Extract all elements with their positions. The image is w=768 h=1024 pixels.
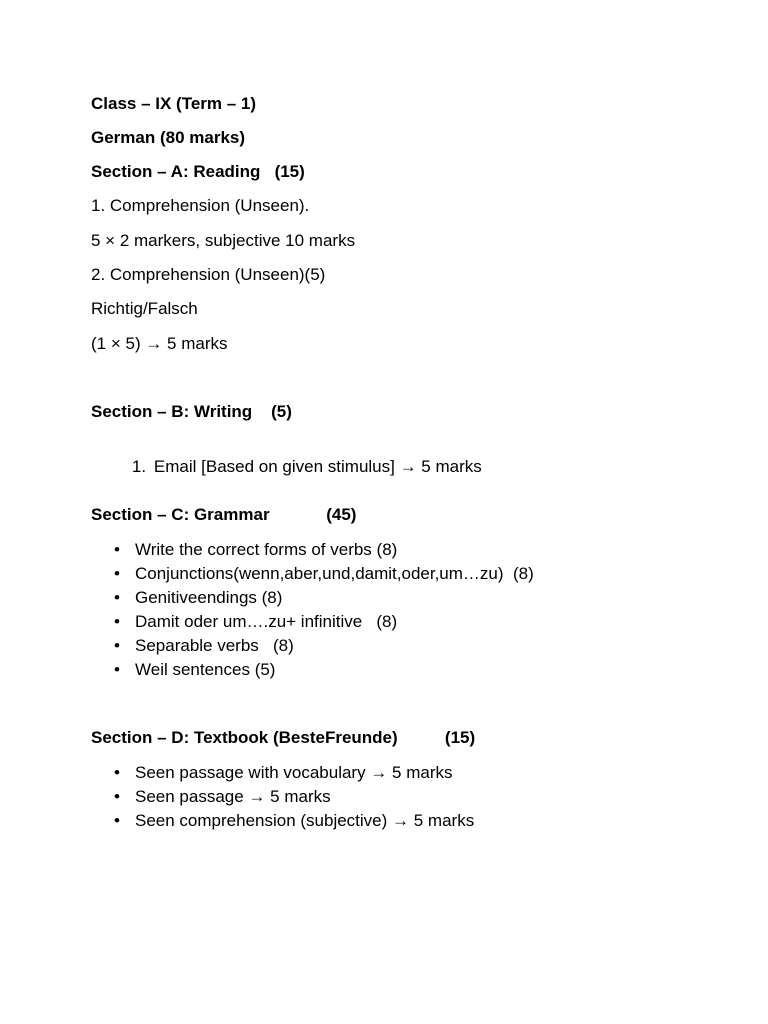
section-a-line: 1. Comprehension (Unseen). <box>91 196 310 215</box>
bullet-icon: • <box>114 811 120 830</box>
list-item-text: Seen comprehension (subjective) → 5 marks <box>135 811 475 830</box>
subject-title: German (80 marks) <box>91 128 246 147</box>
bullet-icon: • <box>114 660 120 679</box>
list-number: 1. <box>131 457 147 476</box>
list-item-text: Conjunctions(wenn,aber,und,damit,oder,um…zu) (8) <box>135 564 534 583</box>
section-a-line: (1 × 5) → 5 marks <box>91 334 228 353</box>
bullet-icon: • <box>114 612 120 631</box>
list-item <box>113 763 474 787</box>
list-item <box>113 540 534 564</box>
section-a-heading: Section – A: Reading (15) <box>91 162 305 181</box>
list-item-text: Write the correct forms of verbs (8) <box>135 540 398 559</box>
bullet-icon: • <box>114 763 120 782</box>
list-item-text: Seen passage → 5 marks <box>135 787 331 806</box>
list-item-text: Email [Based on given stimulus] → 5 marks <box>153 457 482 476</box>
section-a-line: Richtig/Falsch <box>91 299 198 318</box>
bullet-icon: • <box>114 540 120 559</box>
list-item-text: Seen passage with vocabulary → 5 marks <box>135 763 453 782</box>
list-item-text: Damit oder um….zu+ infinitive (8) <box>135 612 398 631</box>
textbook-bullet-list <box>113 763 474 835</box>
class-title: Class – IX (Term – 1) <box>91 94 257 113</box>
bullet-icon: • <box>114 588 120 607</box>
section-c-heading: Section – C: Grammar (45) <box>91 505 357 524</box>
list-item <box>113 636 534 660</box>
list-item-text: Genitiveendings (8) <box>135 588 283 607</box>
list-item <box>113 612 534 636</box>
list-item-text: Weil sentences (5) <box>135 660 276 679</box>
list-item <box>113 787 474 811</box>
list-item <box>113 660 534 684</box>
section-a-line: 5 × 2 markers, subjective 10 marks <box>91 231 356 250</box>
grammar-bullet-list <box>113 540 534 684</box>
list-item <box>113 564 534 588</box>
list-item-text: Separable verbs (8) <box>135 636 294 655</box>
section-d-heading: Section – D: Textbook (BesteFreunde) (15) <box>91 728 476 747</box>
list-item <box>113 588 534 612</box>
bullet-icon: • <box>114 564 120 583</box>
list-item <box>113 811 474 835</box>
bullet-icon: • <box>114 636 120 655</box>
section-b-heading: Section – B: Writing (5) <box>91 402 292 421</box>
numbered-list-item <box>113 437 482 497</box>
section-a-line: 2. Comprehension (Unseen)(5) <box>91 265 326 284</box>
bullet-icon: • <box>114 787 120 806</box>
